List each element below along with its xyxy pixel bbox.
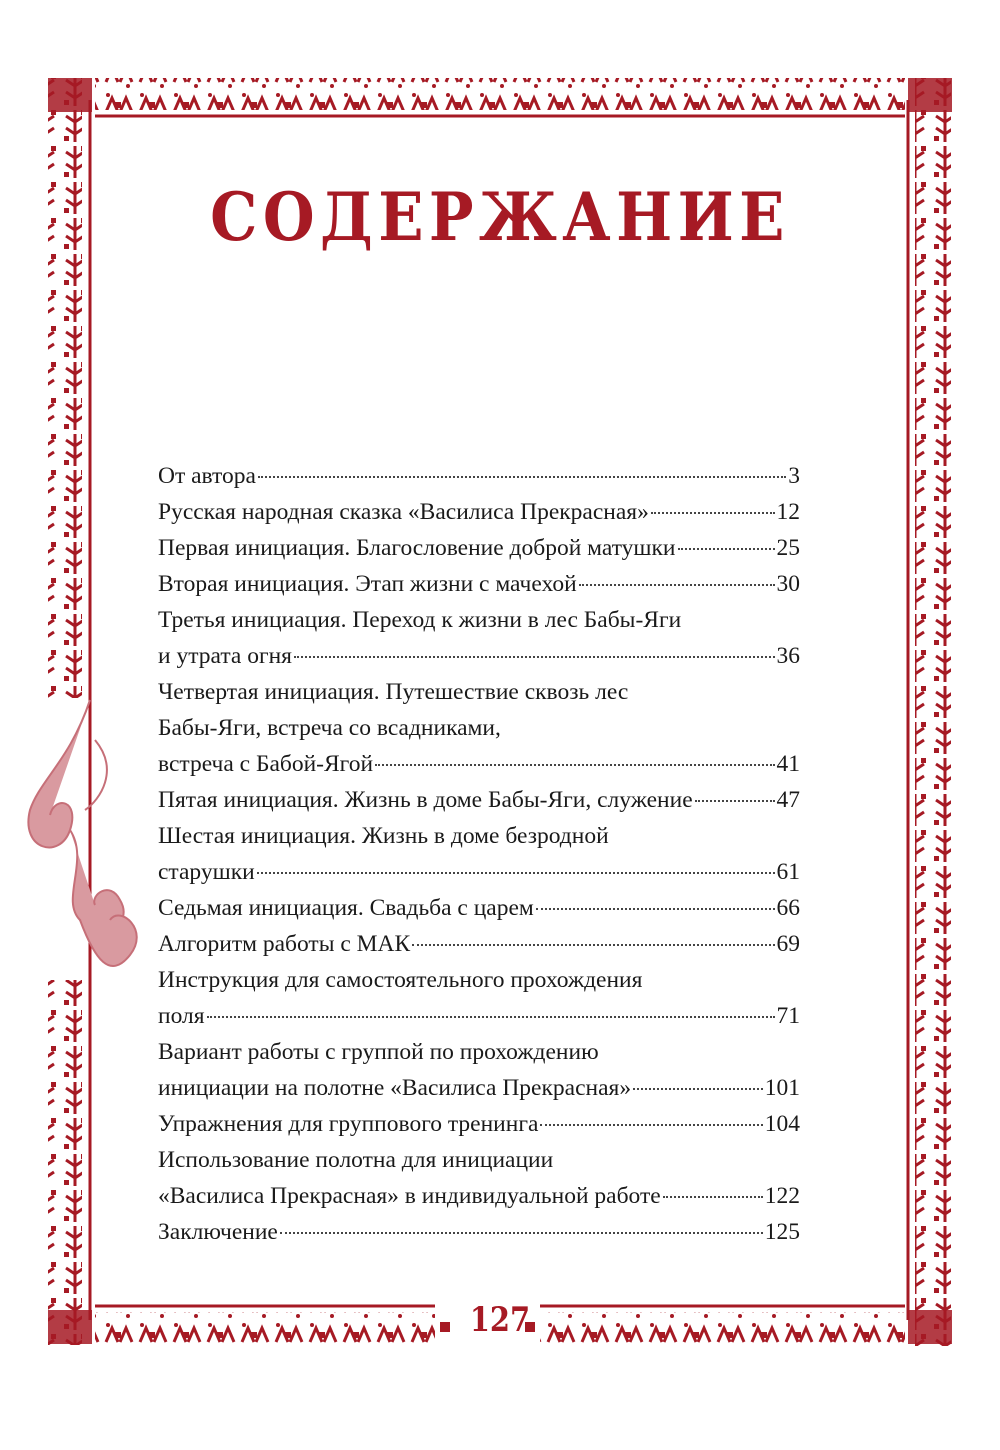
toc-entry[interactable] <box>158 926 800 962</box>
toc-entry[interactable] <box>158 530 800 566</box>
toc-entry-row <box>158 782 800 818</box>
toc-entry-title-line: поля <box>158 1003 205 1029</box>
toc-entry-title-line: инициации на полотне «Василиса Прекрасная» <box>158 1075 632 1101</box>
toc-entry-row <box>158 566 800 602</box>
page-title: СОДЕРЖАНИЕ <box>210 178 790 256</box>
dot-leader <box>280 1232 763 1234</box>
page-number: 127 <box>469 1300 531 1340</box>
toc-entry-page: 66 <box>776 895 800 921</box>
toc-entry-title-line: Шестая инициация. Жизнь в доме безродной <box>158 823 609 849</box>
toc-entry-page: 25 <box>776 535 800 561</box>
toc-entry-page: 104 <box>764 1111 800 1137</box>
toc-entry-row <box>158 926 800 962</box>
toc-entry-row <box>158 458 800 494</box>
toc-entry[interactable] <box>158 494 800 530</box>
dot-leader <box>257 872 775 874</box>
toc-entry-page: 12 <box>776 499 800 525</box>
toc-entry[interactable] <box>158 602 800 674</box>
toc-entry-row <box>158 1214 800 1250</box>
toc-entry-row <box>158 494 800 530</box>
toc-entry-row <box>158 638 800 674</box>
dot-leader <box>258 476 786 478</box>
toc-entry-row <box>158 1106 800 1142</box>
toc-entry-row <box>158 1070 800 1106</box>
toc-entry[interactable] <box>158 1106 800 1142</box>
toc-entry-title-line: От автора <box>158 463 256 489</box>
toc-entry-title-line: Заключение <box>158 1219 278 1245</box>
toc-entry-title-line: Четвертая инициация. Путешествие сквозь лес <box>158 679 629 705</box>
toc-entry-page: 69 <box>776 931 800 957</box>
floral-flourish-icon <box>28 700 136 966</box>
toc-entry-title-line: Третья инициация. Переход к жизни в лес Бабы-Яги <box>158 607 682 633</box>
toc-entry-row <box>158 746 800 782</box>
toc-entry-row <box>158 998 800 1034</box>
toc-entry-title-line: и утрата огня <box>158 643 292 669</box>
dot-leader <box>540 1124 762 1126</box>
toc-entry[interactable] <box>158 782 800 818</box>
dot-leader <box>207 1016 775 1018</box>
toc-entry[interactable] <box>158 1034 800 1106</box>
toc-entry-title-line: Алгоритм работы с МАК <box>158 931 411 957</box>
dot-leader <box>633 1088 763 1090</box>
toc-entry-page: 30 <box>776 571 800 597</box>
toc-entry-title-line: «Василиса Прекрасная» в индивидуальной работе <box>158 1183 661 1209</box>
border-left-lower <box>48 980 82 1345</box>
toc-entry-row <box>158 890 800 926</box>
border-left-upper <box>48 78 82 698</box>
toc-entry-page: 71 <box>776 1003 800 1029</box>
dot-leader <box>663 1196 763 1198</box>
toc-entry-row <box>158 530 800 566</box>
toc-entry-title-line: Седьмая инициация. Свадьба с царем <box>158 895 534 921</box>
toc-entry-title-line: Первая инициация. Благословение доброй матушки <box>158 535 676 561</box>
toc-entry[interactable] <box>158 458 800 494</box>
toc-entry-page: 3 <box>788 463 800 489</box>
toc-entry-page: 61 <box>776 859 800 885</box>
toc-entry-title-line: старушки <box>158 859 255 885</box>
toc-entry[interactable] <box>158 1214 800 1250</box>
toc-entry-title-line: Использование полотна для инициации <box>158 1147 554 1173</box>
toc-entry-title-line: Вариант работы с группой по прохождению <box>158 1039 599 1065</box>
toc-entry-page: 122 <box>764 1183 800 1209</box>
dot-leader <box>695 800 775 802</box>
toc-entry-row <box>158 1178 800 1214</box>
dot-leader <box>375 764 774 766</box>
toc-entry-title-line: Инструкция для самостоятельного прохождения <box>158 967 643 993</box>
border-right <box>915 78 951 1346</box>
toc-entry[interactable] <box>158 962 800 1034</box>
toc-entry-title-line: Пятая инициация. Жизнь в доме Бабы-Яги, служение <box>158 787 693 813</box>
toc-entry-page: 125 <box>764 1219 800 1245</box>
toc-entry-title-line: Вторая инициация. Этап жизни с мачехой <box>158 571 577 597</box>
toc-entry-page: 36 <box>776 643 800 669</box>
toc-entry[interactable] <box>158 566 800 602</box>
toc-entry-title-line: Упражнения для группового тренинга <box>158 1111 539 1137</box>
table-of-contents <box>158 458 800 1250</box>
toc-entry[interactable] <box>158 890 800 926</box>
toc-entry[interactable] <box>158 1142 800 1214</box>
toc-entry-title-line: встреча с Бабой-Ягой <box>158 751 374 777</box>
toc-entry-page: 101 <box>764 1075 800 1101</box>
dot-leader <box>536 908 775 910</box>
toc-entry-title-line: Русская народная сказка «Василиса Прекрасная» <box>158 499 649 525</box>
toc-entry-page: 41 <box>776 751 800 777</box>
toc-entry-row <box>158 854 800 890</box>
toc-entry-title-line: Бабы-Яги, встреча со всадниками, <box>158 715 501 741</box>
toc-entry[interactable] <box>158 674 800 782</box>
dot-leader <box>294 656 775 658</box>
dot-leader <box>651 512 775 514</box>
dot-leader <box>678 548 775 550</box>
border-top <box>95 78 905 110</box>
dot-leader <box>412 944 774 946</box>
toc-entry-page: 47 <box>776 787 800 813</box>
dot-leader <box>579 584 775 586</box>
toc-entry[interactable] <box>158 818 800 890</box>
